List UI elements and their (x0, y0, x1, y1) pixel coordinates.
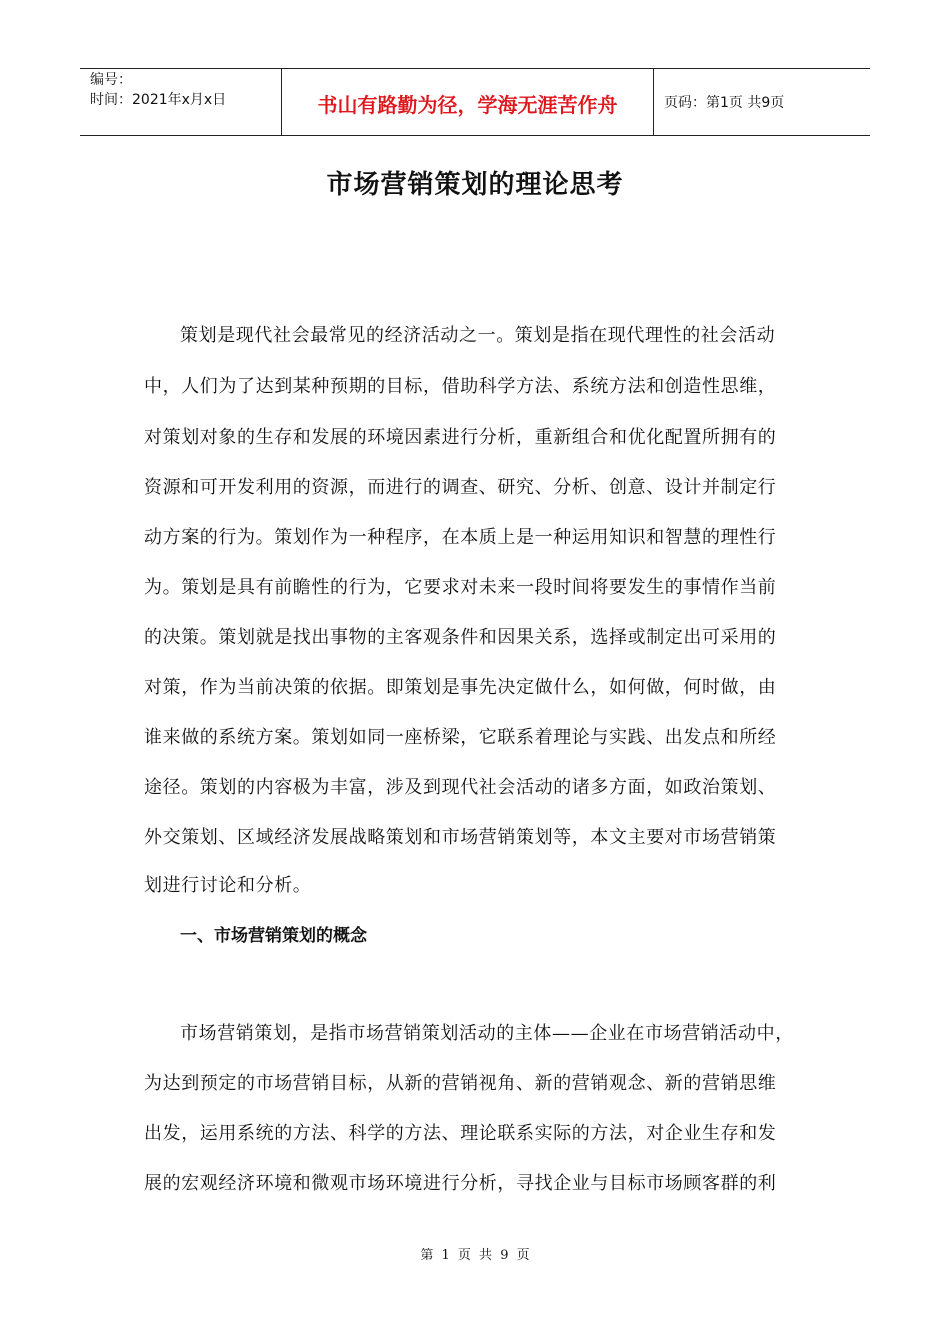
paragraph-line: 的决策。策划就是找出事物的主客观条件和因果关系，选择或制定出可采用的 (144, 627, 777, 648)
header-page-cell (654, 69, 870, 135)
motto-text: 书山有路勤为径，学海无涯苦作舟 (317, 93, 618, 117)
paragraph-line: 策划是现代社会最常见的经济活动之一。策划是指在现代理性的社会活动 (180, 325, 776, 346)
paragraph-line: 途径。策划的内容极为丰富，涉及到现代社会活动的诸多方面，如政治策划、 (144, 777, 777, 798)
paragraph-line: 中，人们为了达到某种预期的目标，借助科学方法、系统方法和创造性思维， (144, 376, 777, 397)
number-label: 编号： (90, 72, 132, 88)
page-footer: 第 1 页 共 9 页 (420, 1248, 530, 1263)
page-info: 页码：第1页 共9页 (664, 95, 785, 111)
document-title: 市场营销策划的理论思考 (326, 170, 624, 200)
paragraph-line: 对策，作为当前决策的依据。即策划是事先决定做什么，如何做，何时做，由 (144, 677, 777, 698)
header-motto-cell (281, 69, 654, 135)
document-header (80, 68, 870, 136)
paragraph-line: 为。策划是具有前瞻性的行为，它要求对未来一段时间将要发生的事情作当前 (144, 577, 777, 598)
time-label: 时间：2021年x月x日 (90, 92, 227, 108)
paragraph-line: 外交策划、区域经济发展战略策划和市场营销策划等，本文主要对市场营销策 (144, 827, 777, 848)
paragraph-line: 展的宏观经济环境和微观市场环境进行分析，寻找企业与目标市场顾客群的利 (144, 1173, 777, 1194)
paragraph-line: 划进行讨论和分析。 (144, 875, 312, 896)
paragraph-line: 出发，运用系统的方法、科学的方法、理论联系实际的方法，对企业生存和发 (144, 1123, 777, 1144)
header-meta-cell (80, 69, 281, 135)
section-heading: 一、市场营销策划的概念 (180, 926, 367, 946)
paragraph-line: 对策划对象的生存和发展的环境因素进行分析，重新组合和优化配置所拥有的 (144, 427, 777, 448)
paragraph-line: 市场营销策划，是指市场营销策划活动的主体——企业在市场营销活动中， (180, 1023, 794, 1044)
paragraph-line: 动方案的行为。策划作为一种程序，在本质上是一种运用知识和智慧的理性行 (144, 527, 777, 548)
paragraph-line: 谁来做的系统方案。策划如同一座桥梁，它联系着理论与实践、出发点和所经 (144, 727, 777, 748)
paragraph-line: 为达到预定的市场营销目标，从新的营销视角、新的营销观念、新的营销思维 (144, 1073, 777, 1094)
paragraph-line: 资源和可开发利用的资源，而进行的调查、研究、分析、创意、设计并制定行 (144, 477, 777, 498)
